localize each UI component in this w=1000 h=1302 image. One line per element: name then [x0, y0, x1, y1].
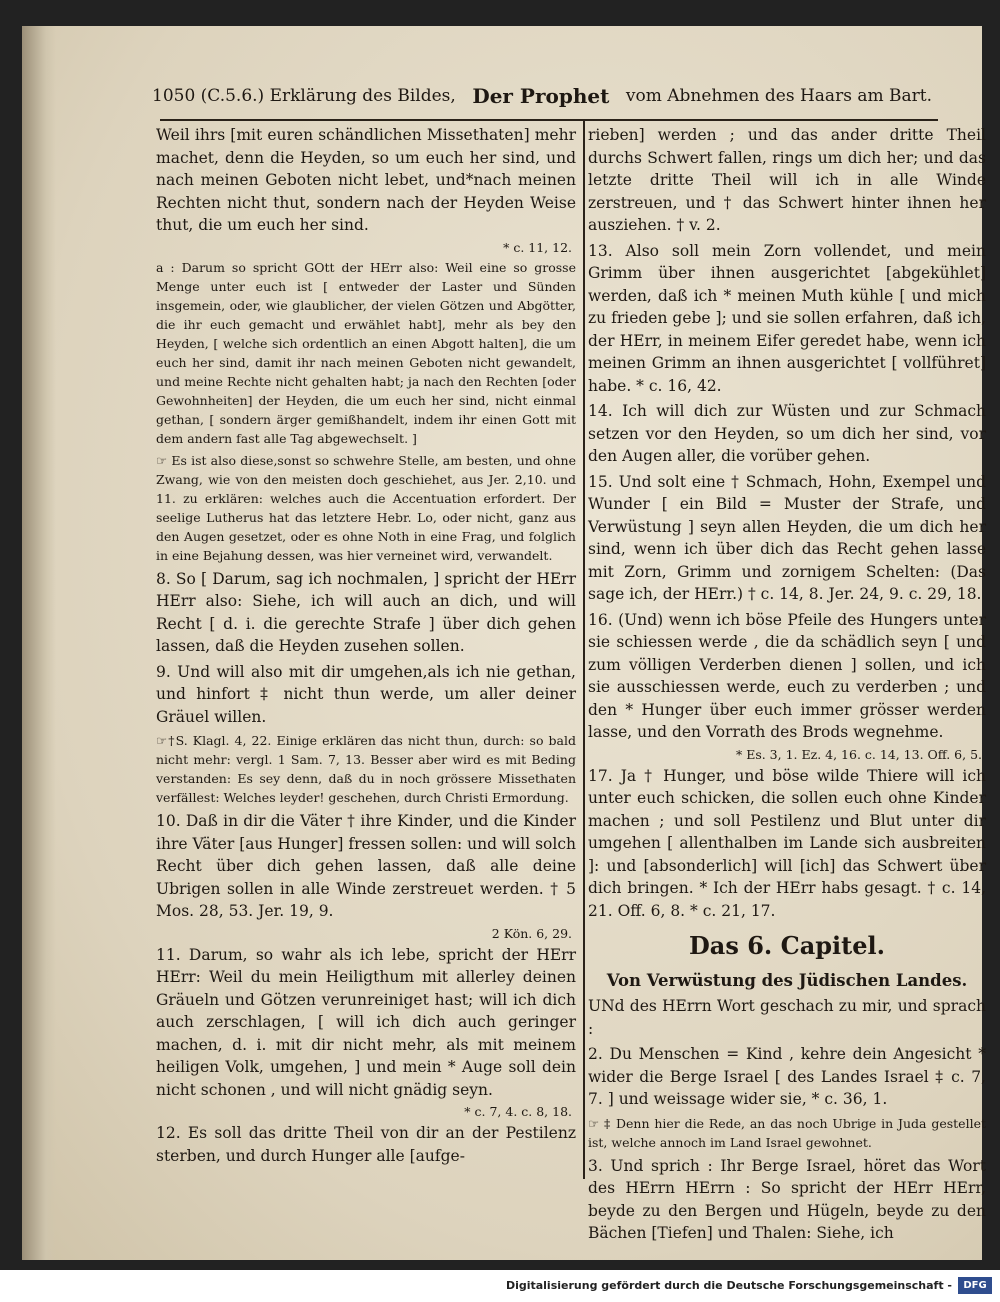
verse-paragraph: 12. Es soll das dritte Theil von dir an der Pestilenz sterben, und durch Hunger alle [aufge- — [156, 1124, 576, 1165]
verse-paragraph: 11. Darum, so wahr als ich lebe, spricht der HErr HErr: Weil du mein Heiligthum mit allerley deinen Gräueln und Götzen verunreiniget hast; will ich dich auch zerschlagen, [ will ich dich auch geringer machen, d. i. mit dir nicht mehr, als mit meinem heiligen Volk, umgehen, ] und mein * Auge soll dein nicht schonen , und will nicht gnädig seyn. — [156, 945, 576, 1099]
header-rule — [160, 119, 938, 121]
header-right: vom Abnehmen des Haars am Bart. — [625, 86, 932, 106]
verse-paragraph: 8. So [ Darum, sag ich nochmalen, ] spricht der HErr HErr also: Siehe, ich will auch an dich, und will Recht [ d. i. die gerechte Strafe ] über dich gehen lassen, daß die Heyden zusehen sollen. — [156, 569, 576, 655]
header-left: 1050 (C.5.6.) Erklärung des Bildes, — [152, 86, 456, 106]
column-divider — [583, 121, 585, 1179]
commentary-note: ☞ Es ist also diese,sonst so schwehre Stelle, am besten, und ohne Zwang, wie von den meisten doch geschiehet, aus Jer. 2,10. und 11. zu erklären: welches auch die Accentuation erfordert. Der seelige Lutherus hat das letztere Hebr. Lo, oder nicht, ganz aus den Augen gesetzet, oder es ohne Noth in eine Frag, und folglich in eine Bejahung dessen, was hier verneinet wird, verwandelt. — [156, 452, 576, 563]
verse-paragraph: UNd des HErrn Wort geschach zu mir, und sprach : — [588, 997, 986, 1038]
commentary-note: ☞ ‡ Denn hier die Rede, an das noch Ubrige in Juda gestellet ist, welche annoch im Land Israel gewohnet. — [588, 1115, 986, 1150]
page-spine-shadow — [22, 26, 56, 1260]
chapter-title: Das 6. Capitel. — [688, 931, 886, 960]
verse-paragraph: Weil ihrs [mit euren schändlichen Missethaten] mehr machet, denn die Heyden, so um euch her sind, und nach meinen Geboten nicht lebet, und*nach meinen Rechten nicht thut, sondern nach der Heyden Weise thut, die um euch her sind. — [156, 126, 576, 234]
verse-paragraph: 9. Und will also mit dir umgehen,als ich nie gethan, und hinfort ‡ nicht thun werde, um aller deiner Gräuel willen. — [156, 662, 576, 726]
verse-paragraph: 2. Du Menschen = Kind , kehre dein Angesicht * wider die Berge Israel [ des Landes Israel ‡ c. 7, 7. ] und weissage wider sie, * c. 36, 1. — [588, 1045, 986, 1108]
verse-paragraph: 15. Und solt eine † Schmach, Hohn, Exempel und Wunder [ ein Bild = Muster der Strafe, und Verwüstung ] seyn allen Heyden, die um dich her sind, wenn ich über dich das Recht gehen lasse mit Zorn, Grimm und zornigem Schelten: (Das sage ich, der HErr.) † c. 14, 8. Jer. 24, 9. c. 29, 18. — [588, 472, 986, 603]
cross-reference: * c. 7, 4. c. 8, 18. — [464, 1104, 572, 1119]
dfg-logo-icon: DFG — [958, 1277, 992, 1294]
verse-paragraph: rieben] werden ; und das ander dritte Theil durchs Schwert fallen, rings um dich her; und das letzte dritte Theil will ich in alle Winde zerstreuen, und † das Schwert hinter ihnen her ausziehen. † v. 2. — [588, 126, 986, 234]
running-header — [152, 76, 932, 116]
verse-paragraph: 13. Also soll mein Zorn vollendet, und mein Grimm über ihnen ausgerichtet [abgekühlet] werden, daß ich * meinen Muth kühle [ und mich zu frieden gebe ]; und sie sollen erfahren, daß ich, der HErr, in meinem Eifer geredet habe, wenn ich meinen Grimm an ihnen ausgerichtet [ vollführet] habe. * c. 16, 42. — [588, 241, 986, 395]
cross-reference: 2 Kön. 6, 29. — [491, 925, 572, 941]
header-center: Der Prophet — [472, 84, 610, 108]
book-page — [22, 26, 986, 1260]
commentary-note: ☞†S. Klagl. 4, 22. Einige erklären das nicht thun, durch: so bald nicht mehr: vergl. 1 Sam. 7, 13. Besser aber wird es mit Beding verstanden: Es sey denn, daß du in noch grössere Missethaten verfällest: Welches leyder! geschehen, durch Christi Ermordung. — [156, 733, 576, 805]
chapter-summary: Von Verwüstung des Jüdischen Landes. — [606, 971, 968, 990]
verse-paragraph: 14. Ich will dich zur Wüsten und zur Schmach setzen vor den Heyden, so um dich her sind, vor den Augen aller, die vorüber gehen. — [588, 402, 986, 465]
footer-credit: Digitalisierung gefördert durch die Deutsche Forschungsgemeinschaft - — [505, 1279, 952, 1292]
verse-paragraph: 3. Und sprich : Ihr Berge Israel, höret das Wort des HErrn HErrn : So spricht der HErr HErr, beyde zu den Bergen und Hügeln, beyde zu den Bächen [Tiefen] und Thalen: Siehe, ich — [588, 1156, 986, 1242]
cross-reference: * Es. 3, 1. Ez. 4, 16. c. 14, 13. Off. 6, 5. — [735, 746, 982, 762]
left-column — [156, 124, 576, 1170]
cross-reference: * c. 11, 12. — [503, 239, 572, 255]
right-column — [588, 124, 986, 1248]
verse-paragraph: 10. Daß in dir die Väter † ihre Kinder, und die Kinder ihre Väter [aus Hunger] fressen sollen: und will solch Recht über dich gehen lassen, daß alle deine Ubrigen sollen in alle Winde zerstreuet werden. † 5 Mos. 28, 53. Jer. 19, 9. — [156, 812, 576, 920]
verse-paragraph: 17. Ja † Hunger, und böse wilde Thiere will ich unter euch schicken, die sollen euch ohne Kinder machen ; und soll Pestilenz und Blut unter dir umgehen [ allenthalben im Lande sich ausbreiten ]: und [absonderlich] will [ich] das Schwert über dich bringen. * Ich der HErr habs gesagt. † c. 14, 21. Off. 6, 8. * c. 21, 17. — [588, 766, 986, 920]
commentary-note: a : Darum so spricht GOtt der HErr also: Weil eine so grosse Menge unter euch ist [ entweder der Laster und Sünden insgemein, oder, wie glaublicher, der vielen Götzen und Abgötter, die ihr euch gemacht und erwählet habt], mehr als bey den Heyden, [ welche sich ordentlich an einen Abgott halten], die um euch her sind, damit ihr nach meinen Geboten nicht gewandelt, und meine Rechte nicht gehalten habt; ja nach den Rechten [oder Gewohnheiten] der Heyden, die um euch her sind, nicht einmal gethan, [ sondern ärger gemißhandelt, indem ihr einen Gott mit dem andern fast alle Tag abgewechselt. ] — [156, 259, 576, 446]
digitization-footer — [0, 1270, 1000, 1302]
verse-paragraph: 16. (Und) wenn ich böse Pfeile des Hungers unter sie schiessen werde , die da schädlich seyn [ und zum völligen Verderben dienen ] sollen, und ich sie ausschiessen werde, euch zu verderben ; und den * Hunger über euch immer grösser werden lasse, und den Vorrath des Brods wegnehme. — [588, 610, 986, 741]
